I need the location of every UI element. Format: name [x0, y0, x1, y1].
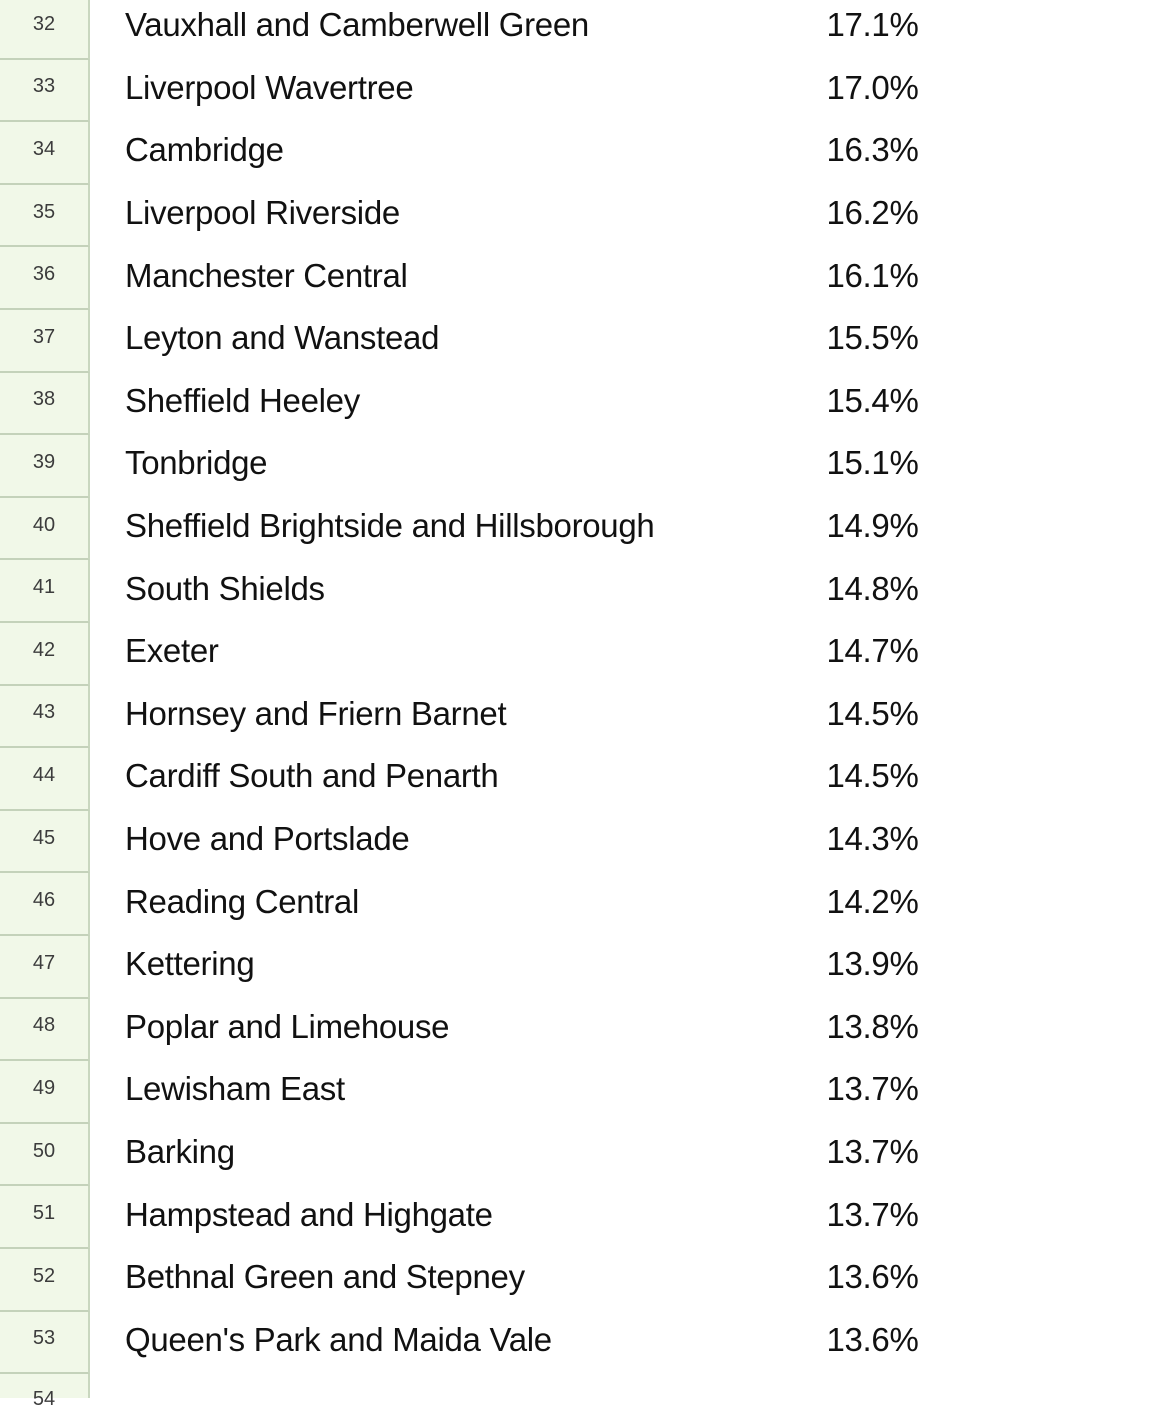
constituency-name-cell[interactable]: Bethnal Green and Stepney: [125, 1258, 525, 1296]
percentage-cell[interactable]: 17.0%: [826, 68, 919, 106]
row-number-header[interactable]: 39: [0, 435, 90, 498]
constituency-name-cell[interactable]: Liverpool Wavertree: [125, 68, 414, 106]
row-number-header[interactable]: 41: [0, 560, 90, 623]
table-row[interactable]: [0, 686, 1170, 749]
table-row[interactable]: [0, 247, 1170, 310]
row-number-header[interactable]: [0, 1374, 90, 1411]
table-row[interactable]: [0, 60, 1170, 123]
constituency-name-cell[interactable]: Tonbridge: [125, 444, 268, 482]
table-row[interactable]: [0, 748, 1170, 811]
table-row[interactable]: [0, 1249, 1170, 1312]
row-number-header[interactable]: 51: [0, 1186, 90, 1249]
row-number-header[interactable]: 32: [0, 0, 90, 60]
table-row[interactable]: [0, 1124, 1170, 1187]
table-row[interactable]: [0, 873, 1170, 936]
percentage-cell[interactable]: 13.7%: [826, 1195, 919, 1233]
percentage-cell[interactable]: 13.6%: [826, 1258, 919, 1296]
table-row[interactable]: [0, 936, 1170, 999]
row-number-header[interactable]: 45: [0, 811, 90, 874]
row-number-header[interactable]: 33: [0, 60, 90, 123]
row-number-header[interactable]: 50: [0, 1124, 90, 1187]
row-number-header[interactable]: 42: [0, 623, 90, 686]
percentage-cell[interactable]: 15.5%: [826, 319, 919, 357]
row-number-header[interactable]: 37: [0, 310, 90, 373]
percentage-cell[interactable]: 15.1%: [826, 444, 919, 482]
percentage-cell[interactable]: 15.4%: [826, 381, 919, 419]
constituency-name-cell[interactable]: Hampstead and Highgate: [125, 1195, 493, 1233]
constituency-name-cell[interactable]: Reading Central: [125, 882, 359, 920]
constituency-name-cell[interactable]: Poplar and Limehouse: [125, 1007, 450, 1045]
table-row[interactable]: [0, 122, 1170, 185]
row-number-header[interactable]: 38: [0, 373, 90, 436]
table-row[interactable]: [0, 185, 1170, 248]
percentage-cell[interactable]: 14.8%: [826, 569, 919, 607]
percentage-cell[interactable]: 16.1%: [826, 256, 919, 294]
row-number-header[interactable]: 53: [0, 1312, 90, 1375]
row-number-header[interactable]: 47: [0, 936, 90, 999]
percentage-cell[interactable]: 14.5%: [826, 694, 919, 732]
constituency-name-cell[interactable]: Leyton and Wanstead: [125, 319, 440, 357]
percentage-cell[interactable]: 16.3%: [826, 131, 919, 169]
row-number-header[interactable]: 48: [0, 999, 90, 1062]
percentage-cell[interactable]: 13.8%: [826, 1007, 919, 1045]
row-number-header[interactable]: 40: [0, 498, 90, 561]
row-number-header[interactable]: 49: [0, 1061, 90, 1124]
percentage-cell[interactable]: 14.7%: [826, 632, 919, 670]
table-row[interactable]: [0, 373, 1170, 436]
percentage-cell[interactable]: 14.3%: [826, 820, 919, 858]
row-number-header[interactable]: 34: [0, 122, 90, 185]
constituency-name-cell[interactable]: Cardiff South and Penarth: [125, 757, 499, 795]
table-row[interactable]: [0, 310, 1170, 373]
percentage-cell[interactable]: 13.7%: [826, 1070, 919, 1108]
percentage-cell[interactable]: 16.2%: [826, 194, 919, 232]
percentage-cell[interactable]: 17.1%: [826, 6, 919, 44]
constituency-name-cell[interactable]: Hornsey and Friern Barnet: [125, 694, 507, 732]
constituency-name-cell[interactable]: South Shields: [125, 569, 325, 607]
table-row[interactable]: [0, 1312, 1170, 1375]
row-number-header[interactable]: 46: [0, 873, 90, 936]
constituency-name-cell[interactable]: Lewisham East: [125, 1070, 345, 1108]
constituency-name-cell[interactable]: Sheffield Brightside and Hillsborough: [125, 507, 655, 545]
percentage-cell[interactable]: 14.9%: [826, 507, 919, 545]
constituency-name-cell[interactable]: Liverpool Riverside: [125, 194, 400, 232]
constituency-name-cell[interactable]: Cambridge: [125, 131, 284, 169]
percentage-cell[interactable]: 13.7%: [826, 1133, 919, 1171]
table-row[interactable]: [0, 435, 1170, 498]
table-row[interactable]: [0, 999, 1170, 1062]
percentage-cell[interactable]: 13.9%: [826, 945, 919, 983]
percentage-cell[interactable]: 14.2%: [826, 882, 919, 920]
constituency-name-cell[interactable]: Exeter: [125, 632, 219, 670]
percentage-cell[interactable]: 14.5%: [826, 757, 919, 795]
percentage-cell[interactable]: 13.6%: [826, 1320, 919, 1358]
constituency-name-cell[interactable]: Hove and Portslade: [125, 820, 410, 858]
table-row[interactable]: [0, 1061, 1170, 1124]
constituency-name-cell[interactable]: Sheffield Heeley: [125, 381, 360, 419]
table-row[interactable]: [0, 623, 1170, 686]
constituency-name-cell[interactable]: Manchester Central: [125, 256, 408, 294]
table-row[interactable]: [0, 811, 1170, 874]
row-number-header[interactable]: 43: [0, 686, 90, 749]
constituency-name-cell[interactable]: Barking: [125, 1133, 235, 1171]
table-row[interactable]: [0, 560, 1170, 623]
row-number-header[interactable]: 52: [0, 1249, 90, 1312]
constituency-name-cell[interactable]: Kettering: [125, 945, 255, 983]
table-row[interactable]: [0, 1186, 1170, 1249]
row-number-label: 54: [32, 1388, 56, 1411]
row-number-header[interactable]: 44: [0, 748, 90, 811]
row-number-header[interactable]: 36: [0, 247, 90, 310]
constituency-name-cell[interactable]: Vauxhall and Camberwell Green: [125, 6, 589, 44]
constituency-name-cell[interactable]: Queen's Park and Maida Vale: [125, 1320, 552, 1358]
table-row[interactable]: [0, 0, 1170, 60]
row-number-header[interactable]: 35: [0, 185, 90, 248]
table-row[interactable]: [0, 498, 1170, 561]
